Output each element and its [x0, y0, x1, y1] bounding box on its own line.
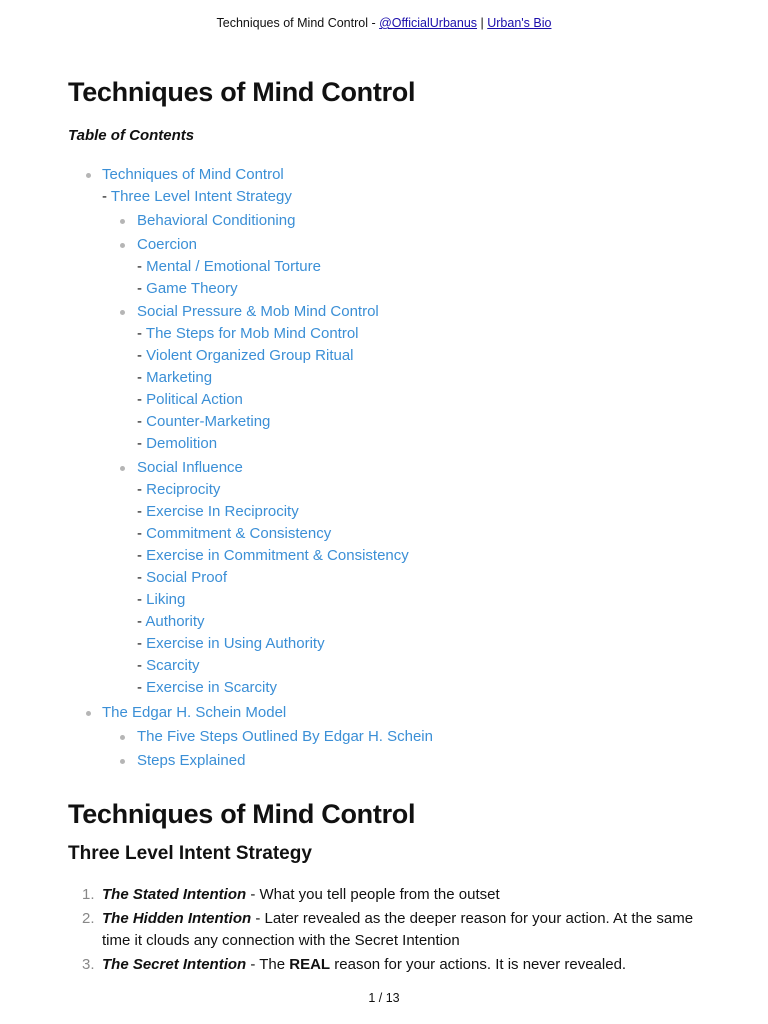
toc-link-behavioral[interactable]: Behavioral Conditioning [137, 211, 296, 229]
toc-sublink[interactable]: The Steps for Mob Mind Control [145, 325, 359, 343]
toc-link-schein-model[interactable]: The Edgar H. Schein Model [102, 704, 287, 722]
bullet-icon [120, 243, 125, 248]
toc-subline: - Reciprocity [137, 481, 221, 499]
bullet-icon [86, 711, 91, 716]
intent-name: The Hidden Intention [102, 909, 252, 927]
toc-subline: - Social Proof [137, 569, 228, 587]
toc-title: Table of Contents [68, 127, 195, 144]
toc-subline: - Scarcity [137, 657, 200, 675]
bullet-icon [120, 466, 125, 471]
bullet-icon [120, 310, 125, 315]
toc-sublink[interactable]: Violent Organized Group Ritual [146, 347, 354, 365]
toc-subline: - Mental / Emotional Torture [137, 257, 321, 275]
toc-subline: - Authority [137, 613, 205, 631]
bio-link[interactable]: Urban's Bio [487, 16, 552, 30]
toc-subline: - Game Theory [137, 279, 238, 297]
list-item [68, 908, 708, 952]
toc-subline: - Exercise in Using Authority [137, 635, 325, 653]
toc-subline: - Political Action [137, 391, 243, 409]
bullet-icon [120, 735, 125, 740]
toc-item [102, 726, 708, 748]
toc-link-social-pressure[interactable]: Social Pressure & Mob Mind Control [137, 303, 379, 321]
header-separator: | [477, 16, 488, 30]
toc-subline: - Counter-Marketing [137, 413, 271, 431]
list-number: 2. [82, 909, 95, 927]
toc-sublink[interactable]: Commitment & Consistency [146, 525, 332, 543]
toc-subline: - Three Level Intent Strategy [102, 188, 292, 205]
handle-link[interactable]: @OfficialUrbanus [379, 16, 478, 30]
toc-item [68, 164, 708, 699]
toc-link-social-influence[interactable]: Social Influence [137, 459, 243, 477]
toc-item [102, 301, 708, 455]
list-item [68, 954, 708, 976]
intent-text: - Later revealed as the deeper reason for your action. At the same time it clouds any connection with the Secret Intention [102, 909, 694, 949]
toc-sublink[interactable]: Reciprocity [146, 481, 221, 499]
toc-sublink[interactable]: Demolition [146, 435, 218, 453]
toc-sublist [102, 726, 708, 772]
intent-text: - What you tell people from the outset [246, 885, 500, 903]
toc-link-three-level[interactable]: Three Level Intent Strategy [110, 188, 292, 205]
section-title: Techniques of Mind Control [68, 798, 416, 829]
intent-list [68, 884, 708, 976]
table-of-contents [68, 164, 708, 772]
pdf-header [0, 16, 768, 30]
toc-sublink[interactable]: Scarcity [146, 657, 200, 675]
toc-link-steps-explained[interactable]: Steps Explained [137, 751, 246, 769]
list-number: 1. [82, 885, 95, 903]
intent-text: reason for your actions. It is never revealed. [330, 955, 627, 973]
list-number: 3. [82, 955, 95, 973]
subsection-title: Three Level Intent Strategy [68, 842, 312, 864]
toc-item [102, 234, 708, 300]
toc-subline: - Marketing [137, 369, 213, 387]
bullet-icon [120, 219, 125, 224]
toc-subline: - Liking [137, 591, 186, 609]
toc-sublink[interactable]: Liking [146, 591, 186, 609]
toc-sublink[interactable]: Exercise in Using Authority [146, 635, 325, 653]
toc-sublink[interactable]: Social Proof [146, 569, 228, 587]
toc-subline: - Demolition [137, 435, 218, 453]
toc-sublink[interactable]: Exercise In Reciprocity [146, 503, 299, 521]
toc-subline: - Exercise in Scarcity [137, 679, 278, 697]
toc-sublink[interactable]: Exercise in Commitment & Consistency [146, 547, 409, 565]
toc-subline: - Exercise in Commitment & Consistency [137, 547, 409, 565]
intent-text: - The [246, 955, 290, 973]
header-prefix: Techniques of Mind Control - [216, 16, 380, 30]
toc-sublink[interactable]: Exercise in Scarcity [146, 679, 278, 697]
toc-sublink[interactable]: Marketing [146, 369, 213, 387]
toc-subline: - Commitment & Consistency [137, 525, 332, 543]
intent-emphasis: REAL [289, 955, 331, 973]
document-body [68, 74, 708, 978]
toc-sublist [102, 210, 708, 699]
toc-item [68, 702, 708, 772]
bullet-icon [86, 173, 91, 178]
toc-sublink[interactable]: Game Theory [146, 279, 238, 297]
toc-sublink[interactable]: Mental / Emotional Torture [146, 257, 321, 275]
toc-item [102, 457, 708, 699]
toc-sublink[interactable]: Counter-Marketing [146, 413, 271, 431]
page-number: 1 / 13 [368, 991, 400, 1005]
bullet-icon [120, 759, 125, 764]
toc-sublink[interactable]: Authority [145, 613, 205, 631]
page-title: Techniques of Mind Control [68, 77, 416, 107]
toc-subline: - Exercise In Reciprocity [137, 503, 299, 521]
toc-sublink[interactable]: Political Action [146, 391, 243, 409]
toc-item [102, 750, 708, 772]
intent-name: The Stated Intention [102, 885, 247, 903]
toc-subline: - The Steps for Mob Mind Control [137, 325, 359, 343]
intent-name: The Secret Intention [102, 955, 247, 973]
toc-link-coercion[interactable]: Coercion [137, 235, 198, 253]
toc-link-techniques[interactable]: Techniques of Mind Control [102, 166, 284, 183]
toc-link-five-steps[interactable]: The Five Steps Outlined By Edgar H. Schein [137, 727, 433, 745]
toc-subline: - Violent Organized Group Ritual [137, 347, 354, 365]
toc-item [102, 210, 708, 232]
list-item [68, 884, 708, 906]
